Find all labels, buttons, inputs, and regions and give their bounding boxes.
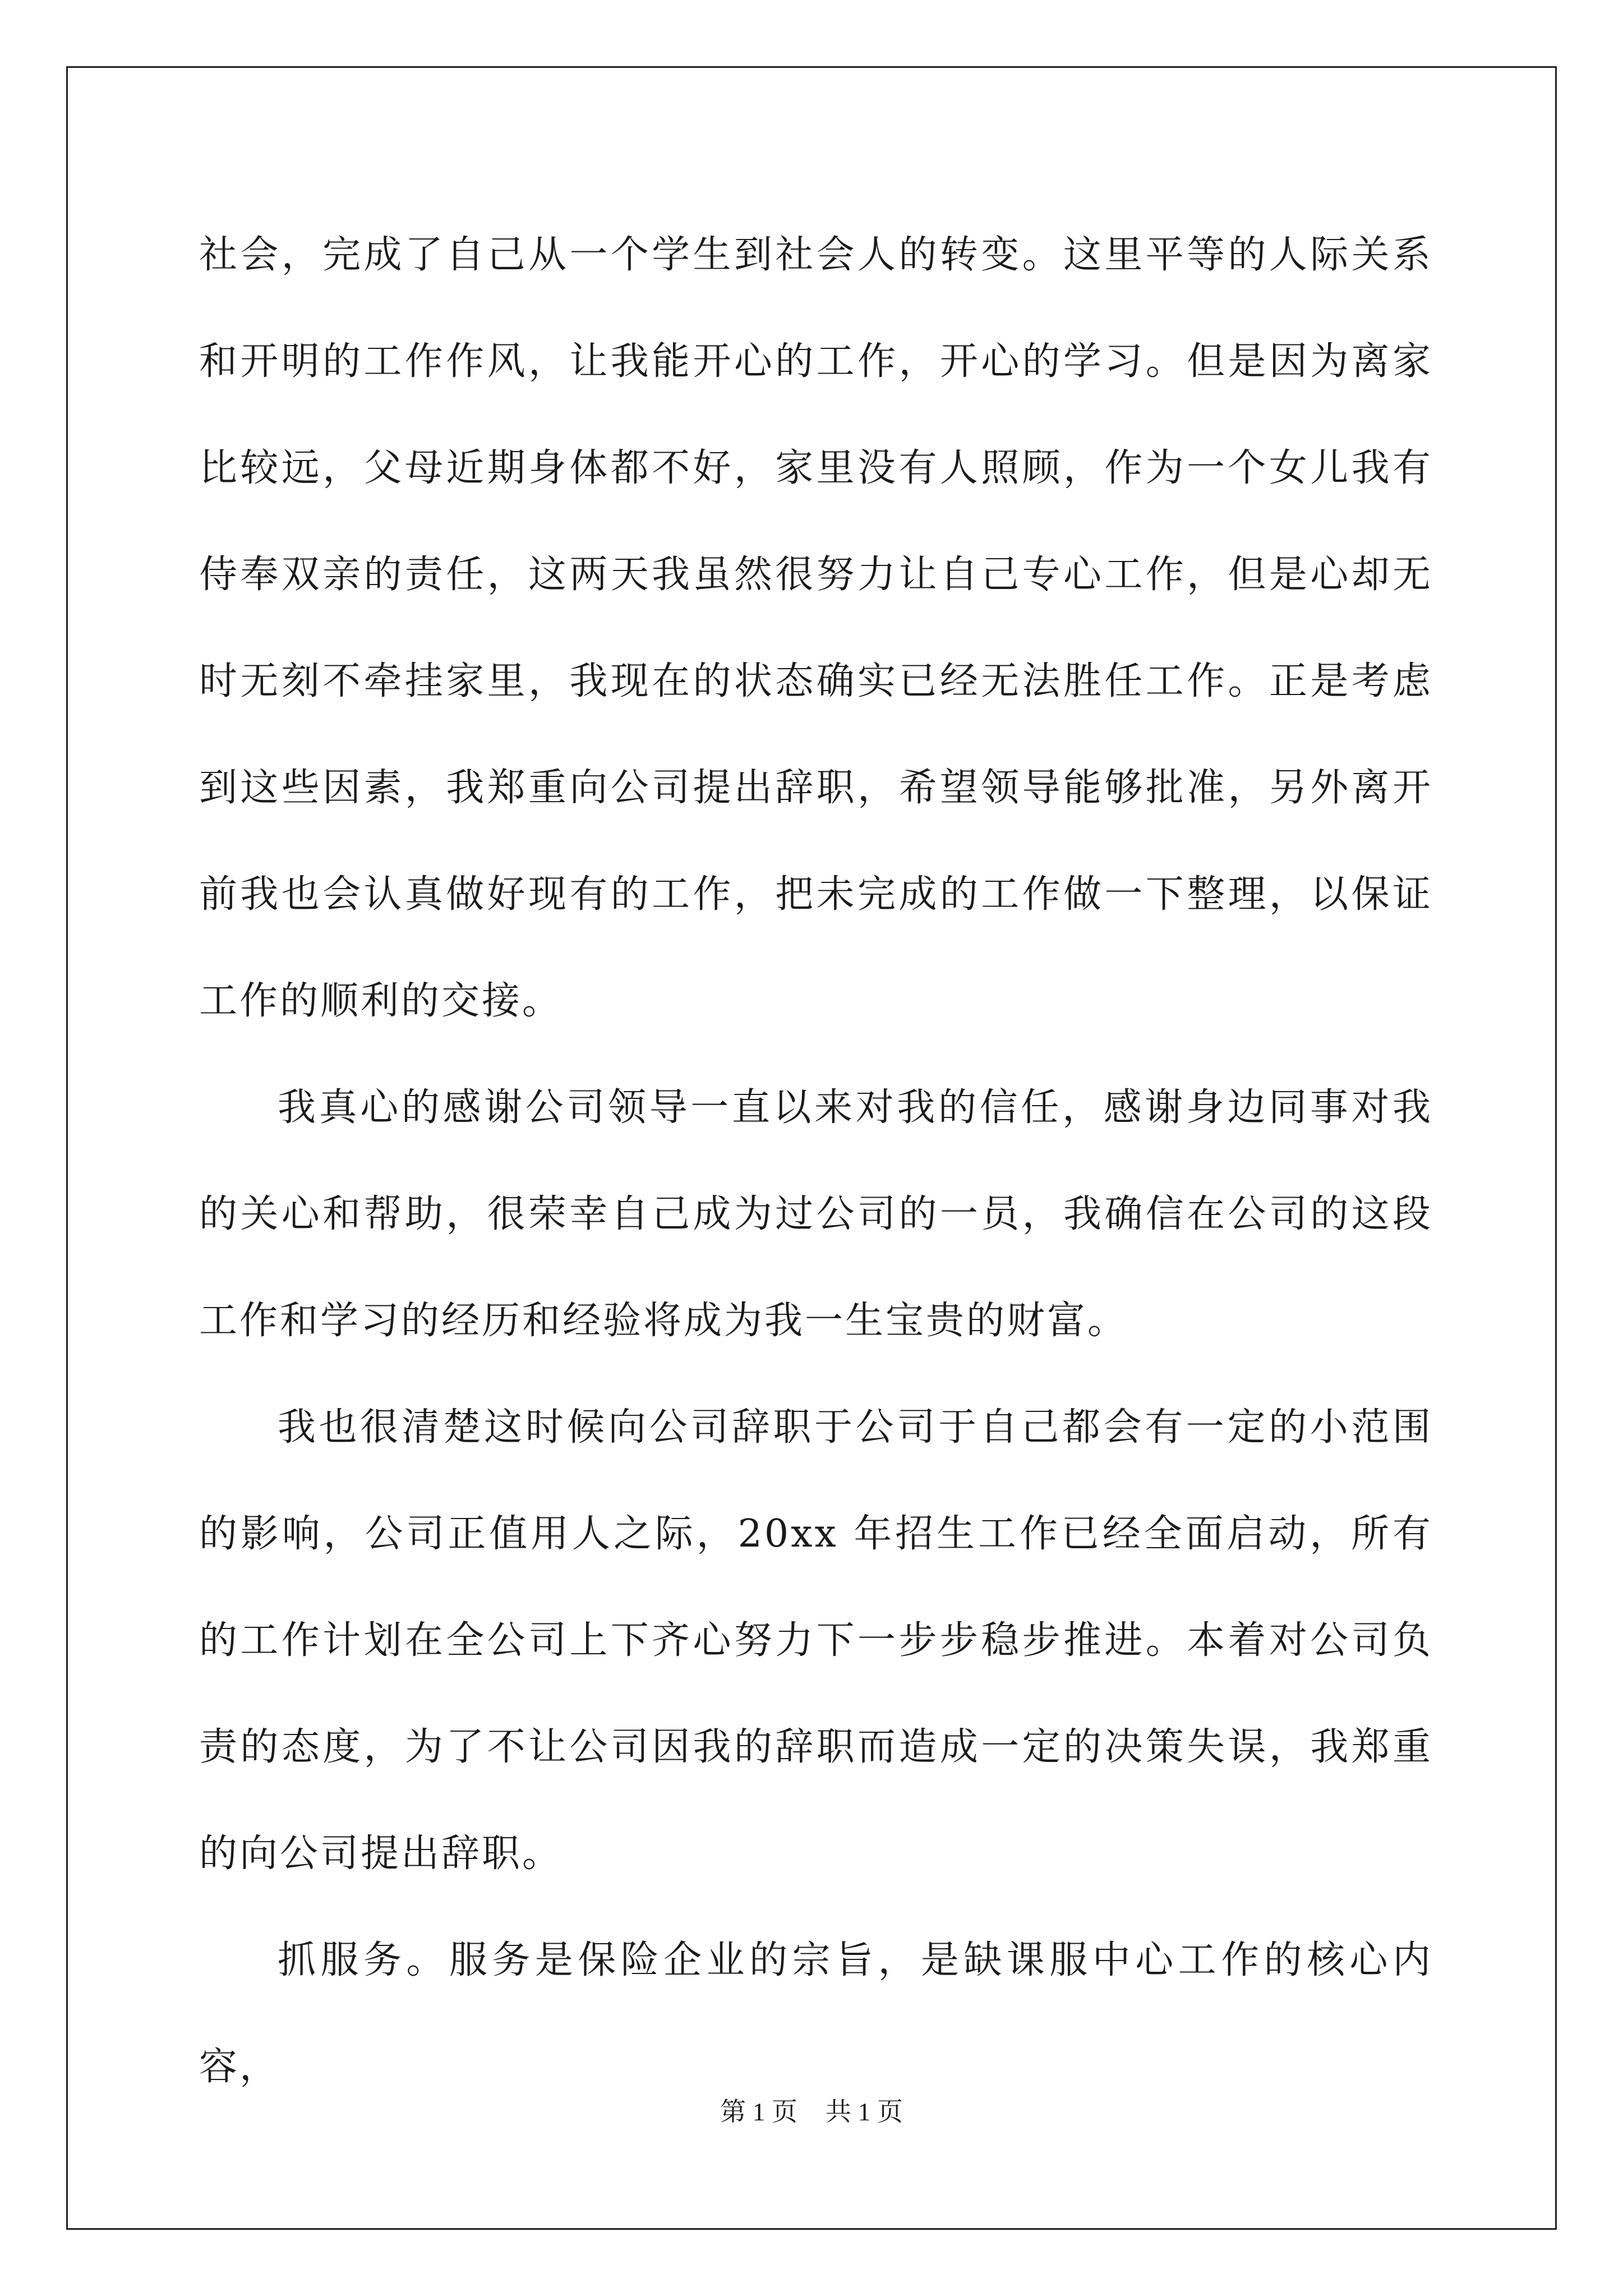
paragraph-2: 我真心的感谢公司领导一直以来对我的信任，感谢身边同事对我的关心和帮助，很荣幸自己成为过公司的一员，我确信在公司的这段工作和学习的经历和经验将成为我一生宝贵的财富。 xyxy=(199,1085,1433,1343)
page-footer xyxy=(0,2091,1623,2128)
paragraph-1: 社会，完成了自己从一个学生到社会人的转变。这里平等的人际关系和开明的工作作风，让我能开心的工作，开心的学习。但是因为离家比较远，父母近期身体都不好，家里没有人照顾，作为一个女儿我有侍奉双亲的责任，这两天我虽然很努力让自己专心工作，但是心却无时无刻不牵挂家里，我现在的状态确实已经无法胜任工作。正是考虑到这些因素，我郑重向公司提出辞职，希望领导能够批准，另外离开前我也会认真做好现有的工作，把未完成的工作做一下整理，以保证工作的顺利的交接。 xyxy=(199,233,1433,1023)
document-body xyxy=(199,202,1433,2120)
page-number-current: 第 1 页 xyxy=(720,2097,797,2126)
paragraph-3: 我也很清楚这时候向公司辞职于公司于自己都会有一定的小范围的影响，公司正值用人之际，20xx 年招生工作已经全面启动，所有的工作计划在全公司上下齐心努力下一步步稳步推进。本着对公司负责的态度，为了不让公司因我的辞职而造成一定的决策失误，我郑重的向公司提出辞职。 xyxy=(199,1405,1433,1876)
paragraph-4: 抓服务。服务是保险企业的宗旨，是缺课服中心工作的核心内容， xyxy=(199,1938,1433,2089)
page-number-total: 共 1 页 xyxy=(826,2097,903,2126)
